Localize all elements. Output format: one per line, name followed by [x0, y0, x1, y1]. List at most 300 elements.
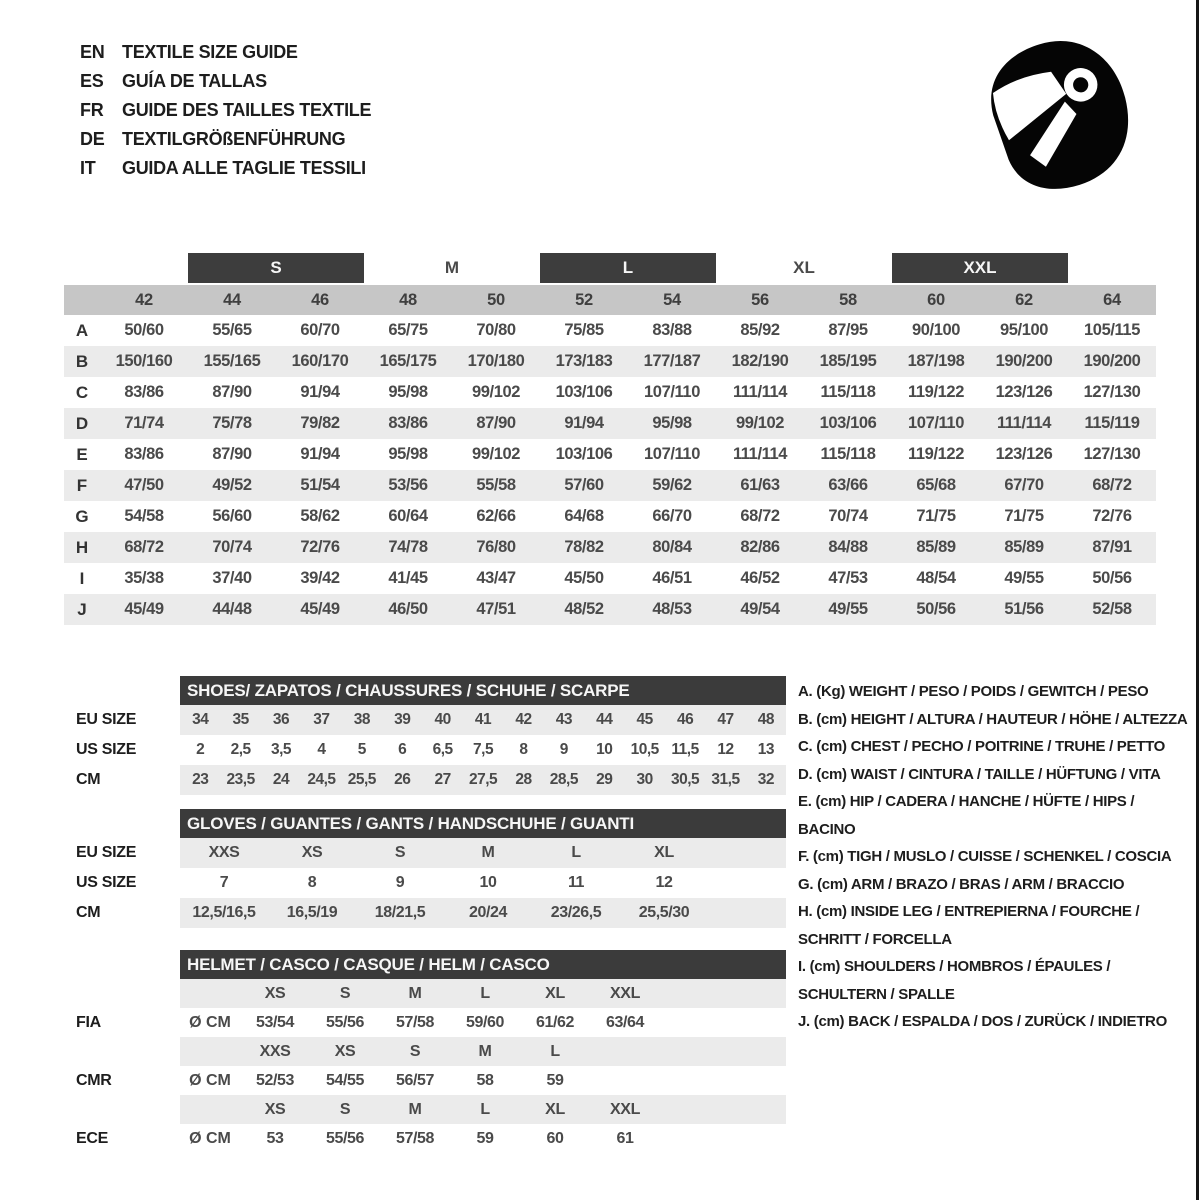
size-number-header: 44 [223, 290, 241, 309]
table-cell: 75/78 [212, 414, 252, 432]
table-cell: 49/55 [828, 600, 868, 618]
table-cell: 48 [757, 711, 775, 728]
table-cell: 28 [515, 771, 532, 788]
language-code: IT [80, 158, 96, 178]
table-cell: 60/70 [300, 321, 340, 339]
table-cell: 27,5 [468, 771, 498, 788]
table-cell: 66/70 [652, 507, 692, 525]
table-cell: 49/55 [1004, 569, 1044, 587]
size-number-header-row [64, 285, 1156, 315]
table-cell: 103/106 [555, 383, 613, 401]
table-cell: 87/90 [476, 414, 516, 432]
table-cell: 65/75 [388, 321, 428, 339]
row-label [64, 1095, 180, 1124]
row-letter: C [75, 382, 89, 402]
guide-title: GUÍA DE TALLAS [122, 71, 267, 91]
table-cell: 54/55 [325, 1071, 365, 1089]
table-cell: 71/75 [1004, 507, 1044, 525]
table-cell: 177/187 [643, 352, 701, 370]
table-cell: 74/78 [388, 538, 428, 556]
table-cell: 59/62 [652, 476, 692, 494]
table-cell: 99/102 [735, 414, 785, 432]
table-cell: 87/95 [828, 321, 868, 339]
size-number-header: 58 [839, 290, 857, 309]
table-cell: 45/50 [564, 569, 604, 587]
table-cell: 123/126 [995, 383, 1053, 401]
table-cell: 70/74 [828, 507, 868, 525]
table-cell: 64/68 [564, 507, 604, 525]
table-cell: 45/49 [300, 600, 340, 618]
unit-cell: Ø CM [189, 1129, 231, 1147]
table-cell: 35 [232, 711, 249, 728]
row-label: ECE [76, 1129, 108, 1147]
table-cell: 72/76 [300, 538, 340, 556]
table-cell: 90/100 [911, 321, 961, 339]
table-cell: 16,5/19 [286, 904, 338, 921]
table-cell: 103/106 [819, 414, 877, 432]
legend-item: B. (cm) HEIGHT / ALTURA / HAUTEUR / HÖHE / ALTEZZA [798, 710, 1188, 728]
row-values [180, 1037, 786, 1066]
table-cell: 47/50 [124, 476, 164, 494]
table-cell: 68/72 [124, 538, 164, 556]
table-cell: 190/200 [995, 352, 1053, 370]
table-cell: 12 [655, 874, 673, 891]
table-cell: 58/62 [300, 507, 340, 525]
table-cell: 55/56 [325, 1129, 365, 1147]
table-row [64, 377, 1156, 408]
table-row [64, 315, 1156, 346]
language-title-row [80, 96, 371, 125]
table-cell: 59/60 [465, 1013, 505, 1031]
row-label: US SIZE [76, 874, 137, 891]
table-cell: 105/115 [1084, 321, 1140, 339]
table-cell: 46/50 [388, 600, 428, 618]
table-row [64, 470, 1156, 501]
table-cell: XXS [259, 1042, 291, 1060]
table-row [64, 1124, 786, 1153]
shoes-size-table [64, 676, 786, 795]
table-cell: 67/70 [1004, 476, 1044, 494]
table-cell: 85/89 [916, 538, 956, 556]
table-cell: 91/94 [564, 414, 604, 432]
table-cell: 173/183 [555, 352, 613, 370]
table-cell: 4 [317, 741, 326, 758]
size-number-header: 64 [1103, 290, 1121, 309]
table-cell: 51/56 [1004, 600, 1044, 618]
table-cell: 47/53 [828, 569, 868, 587]
table-cell: 6,5 [432, 741, 453, 758]
table-cell: S [394, 844, 406, 861]
table-cell: 95/98 [388, 383, 428, 401]
size-group-s: S [188, 253, 364, 283]
table-cell: 55/56 [325, 1013, 365, 1031]
table-row [64, 838, 786, 868]
table-cell: 41 [474, 711, 492, 728]
table-cell: 65/68 [916, 476, 956, 494]
guide-title: TEXTILE SIZE GUIDE [122, 42, 298, 62]
table-cell: 60 [546, 1129, 564, 1147]
table-cell: 70/80 [476, 321, 516, 339]
table-row [64, 594, 1156, 625]
helmet-size-table [64, 950, 786, 1153]
size-group-spacer [1068, 253, 1156, 285]
table-cell: 8 [519, 741, 528, 758]
row-label: CM [76, 771, 101, 788]
table-cell: 10 [479, 874, 497, 891]
table-cell: 9 [559, 741, 568, 758]
size-number-header: 54 [663, 290, 681, 309]
table-cell: L [480, 1100, 490, 1118]
table-cell: 57/58 [395, 1129, 435, 1147]
table-row [64, 346, 1156, 377]
table-cell: 20/24 [468, 904, 508, 921]
table-cell: 32 [757, 771, 775, 788]
table-cell: 49/52 [212, 476, 252, 494]
table-cell: 53/54 [255, 1013, 295, 1031]
language-title-row [80, 38, 371, 67]
guide-title: GUIDE DES TAILLES TEXTILE [122, 100, 372, 120]
table-cell: 76/80 [476, 538, 516, 556]
table-cell: 61 [616, 1129, 634, 1147]
row-values [180, 1124, 786, 1153]
table-cell: 37/40 [212, 569, 252, 587]
table-cell: 80/84 [652, 538, 692, 556]
row-letter: B [75, 351, 89, 371]
table-cell: 44/48 [212, 600, 252, 618]
table-cell: 111/114 [732, 445, 788, 463]
table-row [64, 979, 786, 1008]
table-cell: 49/54 [740, 600, 780, 618]
language-title-row [80, 67, 371, 96]
table-cell: 115/119 [1084, 414, 1140, 432]
table-cell: 18/21,5 [374, 904, 426, 921]
row-letter: I [79, 568, 85, 588]
table-cell: 23 [192, 771, 209, 788]
row-values [180, 705, 786, 735]
row-values [180, 979, 786, 1008]
table-cell: 28,5 [549, 771, 578, 788]
table-cell: 50/56 [1092, 569, 1132, 587]
table-cell: 39/42 [300, 569, 340, 587]
shoes-table-body [64, 705, 786, 795]
table-cell: 71/75 [916, 507, 956, 525]
table-cell: 107/110 [908, 414, 964, 432]
row-values [180, 1008, 786, 1037]
table-cell: XXS [208, 844, 240, 861]
gloves-size-table [64, 809, 786, 928]
clothing-table-body [64, 315, 1156, 625]
table-cell: 43 [555, 711, 572, 728]
table-cell: 57/58 [395, 1013, 435, 1031]
size-group-m: M [444, 258, 460, 277]
table-cell: 12 [717, 741, 734, 758]
language-code: DE [80, 129, 105, 149]
gloves-table-body [64, 838, 786, 928]
helmet-table-body [64, 979, 786, 1153]
table-cell: 27 [434, 771, 451, 788]
table-cell: 6 [398, 741, 407, 758]
table-cell: 83/86 [388, 414, 428, 432]
legend-item: F. (cm) TIGH / MUSLO / CUISSE / SCHENKEL / COSCIA [798, 848, 1172, 865]
table-cell: 95/100 [999, 321, 1049, 339]
table-cell: 53 [266, 1129, 284, 1147]
table-cell: 23/26,5 [550, 904, 602, 921]
table-cell: 25,5 [347, 771, 376, 788]
row-label: FIA [76, 1013, 101, 1031]
row-label: CM [76, 904, 101, 921]
table-cell: 78/82 [564, 538, 604, 556]
table-cell: 9 [395, 874, 405, 891]
row-letter: J [77, 599, 87, 619]
table-cell: 7 [219, 874, 229, 891]
table-cell: 59 [476, 1129, 494, 1147]
row-letter: D [75, 413, 89, 433]
size-number-header: 50 [487, 290, 505, 309]
table-cell: 30 [636, 771, 653, 788]
table-row [64, 408, 1156, 439]
table-cell: 56/57 [395, 1071, 435, 1089]
table-cell: 68/72 [740, 507, 780, 525]
helmet-table-title: HELMET / CASCO / CASQUE / HELM / CASCO [180, 950, 786, 979]
table-cell: 111/114 [732, 383, 788, 401]
table-cell: 185/195 [819, 352, 877, 370]
table-cell: 23,5 [226, 771, 255, 788]
legend-item: D. (cm) WAIST / CINTURA / TAILLE / HÜFTUNG / VITA [798, 765, 1161, 783]
size-number-header: 62 [1015, 290, 1033, 309]
table-cell: 187/198 [907, 352, 965, 370]
legend-item: I. (cm) SHOULDERS / HOMBROS / ÉPAULES / SCHULTERN / SPALLE [798, 958, 1111, 1003]
language-title-row [80, 154, 371, 183]
legend-item: J. (cm) BACK / ESPALDA / DOS / ZURÜCK / INDIETRO [798, 1013, 1167, 1030]
table-cell: 45 [636, 711, 653, 728]
language-code: ES [80, 71, 104, 91]
row-values [180, 735, 786, 765]
table-cell: 160/170 [291, 352, 349, 370]
table-cell: 127/130 [1083, 383, 1141, 401]
table-cell: 190/200 [1083, 352, 1141, 370]
table-cell: 107/110 [644, 383, 700, 401]
legend-item: C. (cm) CHEST / PECHO / POITRINE / TRUHE / PETTO [798, 738, 1166, 755]
table-cell: 57/60 [564, 476, 604, 494]
table-cell: 85/89 [1004, 538, 1044, 556]
table-cell: 55/65 [212, 321, 252, 339]
table-cell: 46/52 [740, 569, 780, 587]
table-cell: 68/72 [1092, 476, 1132, 494]
row-values [180, 1066, 786, 1095]
table-cell: 2 [196, 741, 205, 758]
unit-cell: Ø CM [189, 1013, 231, 1031]
unit-cell: Ø CM [189, 1071, 231, 1089]
table-cell: 99/102 [471, 445, 521, 463]
row-letter: H [75, 537, 89, 557]
row-letter: E [76, 444, 88, 464]
table-row [64, 563, 1156, 594]
legend-item: E. (cm) HIP / CADERA / HANCHE / HÜFTE / HIPS / BACINO [798, 793, 1135, 838]
table-cell: 61/62 [535, 1013, 575, 1031]
table-cell: 55/58 [476, 476, 516, 494]
row-label [64, 1037, 180, 1066]
legend-item: H. (cm) INSIDE LEG / ENTREPIERNA / FOURCHE / SCHRITT / FORCELLA [798, 903, 1140, 948]
row-values [180, 898, 786, 928]
scan-edge-line [1196, 0, 1199, 1200]
table-cell: 34 [192, 711, 209, 728]
table-cell: 95/98 [388, 445, 428, 463]
table-row [64, 898, 786, 928]
table-cell: 45/49 [124, 600, 164, 618]
racing-helmet-icon [975, 26, 1150, 211]
table-cell: 70/74 [212, 538, 252, 556]
row-letter: F [76, 475, 88, 495]
table-cell: 51/54 [300, 476, 340, 494]
table-cell: 165/175 [379, 352, 437, 370]
guide-title: TEXTILGRÖßENFÜHRUNG [122, 129, 346, 149]
table-cell: 24,5 [307, 771, 336, 788]
table-cell: 48/54 [916, 569, 956, 587]
table-cell: L [571, 844, 581, 861]
language-title-row [80, 125, 371, 154]
table-cell: 170/180 [467, 352, 525, 370]
size-group-row [64, 253, 1156, 285]
table-cell: 43/47 [476, 569, 516, 587]
table-cell: 50/56 [916, 600, 956, 618]
table-cell: 79/82 [300, 414, 340, 432]
table-row [64, 765, 786, 795]
size-group-spacer [64, 253, 188, 285]
legend-item: A. (Kg) WEIGHT / PESO / POIDS / GEWITCH / PESO [798, 683, 1149, 700]
gloves-table-title: GLOVES / GUANTES / GANTS / HANDSCHUHE / GUANTI [180, 809, 786, 838]
table-cell: 150/160 [115, 352, 173, 370]
table-cell: 95/98 [652, 414, 692, 432]
table-cell: 82/86 [740, 538, 780, 556]
table-cell: XS [334, 1042, 356, 1060]
table-cell: 91/94 [300, 445, 340, 463]
row-label [64, 979, 180, 1008]
table-cell: 119/122 [908, 445, 964, 463]
table-cell: 60/64 [388, 507, 428, 525]
row-letter: A [75, 320, 89, 340]
table-cell: 10 [596, 741, 613, 758]
table-cell: 83/88 [652, 321, 692, 339]
table-cell: 87/90 [212, 383, 252, 401]
table-cell: XL [545, 984, 565, 1002]
size-group-l: L [540, 253, 716, 283]
table-cell: 11 [567, 874, 585, 891]
table-cell: 56/60 [212, 507, 252, 525]
table-cell: 31,5 [711, 771, 740, 788]
table-cell: 12,5/16,5 [192, 904, 256, 921]
size-group-xl: XL [793, 258, 815, 277]
table-cell: 103/106 [555, 445, 613, 463]
table-cell: XS [264, 984, 286, 1002]
table-cell: XL [545, 1100, 565, 1118]
table-cell: 63/66 [828, 476, 868, 494]
table-cell: 63/64 [605, 1013, 645, 1031]
table-cell: 35/38 [124, 569, 164, 587]
legend-item: G. (cm) ARM / BRAZO / BRAS / ARM / BRACCIO [798, 875, 1125, 893]
table-cell: 42 [515, 711, 532, 728]
table-cell: L [480, 984, 490, 1002]
table-cell: 30,5 [670, 771, 700, 788]
size-number-header: 52 [575, 290, 593, 309]
table-cell: M [408, 1100, 422, 1118]
table-cell: XS [264, 1100, 286, 1118]
table-cell: 24 [272, 771, 290, 788]
row-label: US SIZE [76, 741, 137, 758]
table-cell: XXL [610, 984, 640, 1002]
table-row [64, 1066, 786, 1095]
table-cell: 87/90 [212, 445, 252, 463]
row-label: EU SIZE [76, 844, 137, 861]
table-cell: 8 [307, 874, 317, 891]
table-cell: 123/126 [995, 445, 1053, 463]
table-row [64, 705, 786, 735]
table-cell: L [550, 1042, 560, 1060]
table-cell: 41/45 [388, 569, 428, 587]
table-cell: 87/91 [1092, 538, 1132, 556]
table-cell: 85/92 [740, 321, 780, 339]
table-row [64, 868, 786, 898]
table-cell: 182/190 [731, 352, 789, 370]
table-cell: XS [301, 844, 323, 861]
row-values [180, 838, 786, 868]
table-cell: 47 [717, 711, 734, 728]
table-row [64, 532, 1156, 563]
table-cell: 3,5 [270, 741, 292, 758]
row-values [180, 1095, 786, 1124]
table-cell: 37 [313, 711, 330, 728]
table-cell: 10,5 [630, 741, 659, 758]
table-cell: 50/60 [124, 321, 164, 339]
table-cell: 47/51 [476, 600, 516, 618]
table-cell: 11,5 [671, 741, 699, 758]
table-cell: 107/110 [644, 445, 700, 463]
table-cell: 111/114 [996, 414, 1052, 432]
table-cell: 115/118 [820, 445, 876, 463]
table-cell: 61/63 [740, 476, 780, 494]
table-cell: XL [654, 844, 674, 861]
table-cell: 40 [434, 711, 451, 728]
language-code: FR [80, 100, 104, 120]
table-cell: 46/51 [652, 569, 692, 587]
table-cell: 53/56 [388, 476, 428, 494]
table-cell: 2,5 [230, 741, 251, 758]
table-cell: S [409, 1042, 421, 1060]
table-cell: M [478, 1042, 492, 1060]
table-cell: 38 [353, 711, 370, 728]
row-values [180, 868, 786, 898]
table-cell: 84/88 [828, 538, 868, 556]
table-cell: 26 [394, 771, 411, 788]
language-title-list [80, 38, 371, 183]
table-cell: 58 [476, 1071, 494, 1089]
table-cell: 36 [272, 711, 290, 728]
table-row [64, 439, 1156, 470]
table-row [64, 1037, 786, 1066]
table-row [64, 1095, 786, 1124]
guide-title: GUIDA ALLE TAGLIE TESSILI [122, 158, 366, 178]
table-cell: 13 [757, 741, 775, 758]
size-number-header: 56 [751, 290, 769, 309]
table-cell: 71/74 [124, 414, 164, 432]
table-cell: 52/53 [255, 1071, 295, 1089]
table-cell: 5 [357, 741, 366, 758]
table-row [64, 1008, 786, 1037]
table-cell: XXL [610, 1100, 640, 1118]
table-cell: 25,5/30 [638, 904, 690, 921]
row-label: EU SIZE [76, 711, 137, 728]
table-cell: 99/102 [471, 383, 521, 401]
table-cell: S [339, 984, 351, 1002]
